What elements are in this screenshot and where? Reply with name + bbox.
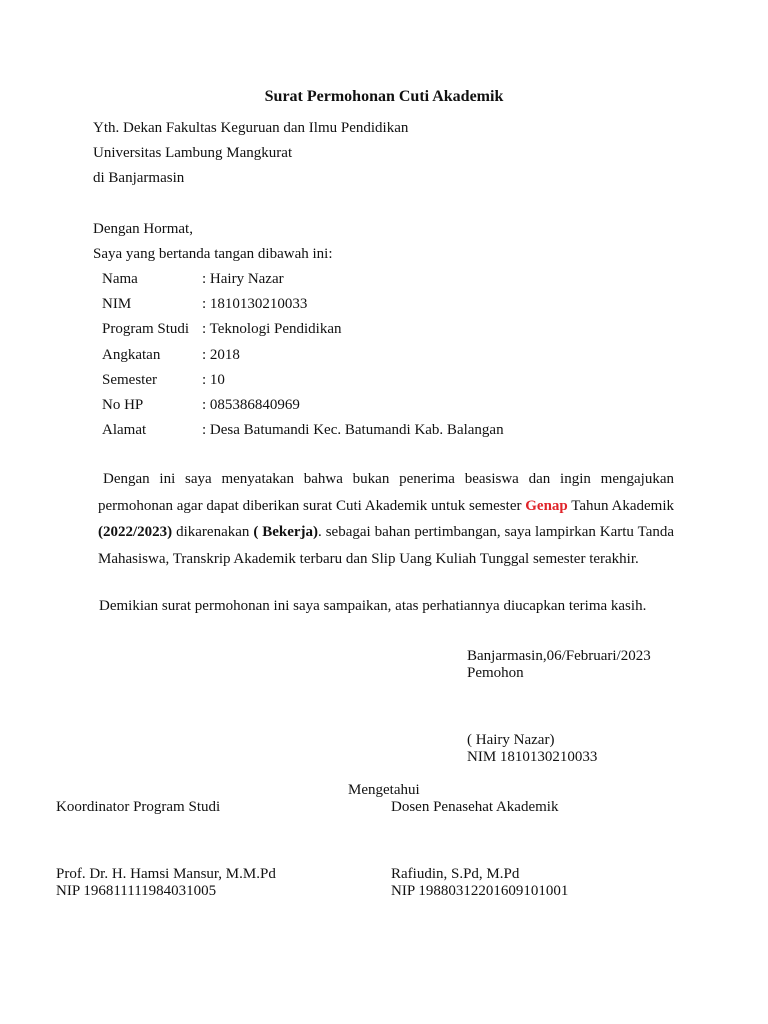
identity-value: : 1810130210033 xyxy=(202,296,308,312)
closing-statement: Demikian surat permohonan ini saya sampaikan, atas perhatiannya diucapkan terima kasih. xyxy=(99,598,647,614)
identity-row-phone xyxy=(102,396,300,414)
identity-row-semester xyxy=(102,371,225,389)
leave-reason: ( Bekerja) xyxy=(253,524,319,540)
recipient-line-3: di Banjarmasin xyxy=(93,170,185,186)
identity-value: : Hairy Nazar xyxy=(202,271,284,287)
semester-highlight: Genap xyxy=(525,497,568,514)
advisor-title: Dosen Penasehat Akademik xyxy=(391,799,559,815)
identity-label: Alamat xyxy=(102,422,147,438)
coordinator-nip: NIP 196811111984031005 xyxy=(56,883,217,899)
applicant-name: ( Hairy Nazar) xyxy=(467,732,555,748)
applicant-role: Pemohon xyxy=(467,665,524,681)
identity-row-program xyxy=(102,320,342,338)
identity-label: Program Studi xyxy=(102,321,190,337)
identity-row-nim xyxy=(102,295,307,313)
body-text: Tahun Akademik xyxy=(567,497,674,514)
identity-value: : 085386840969 xyxy=(202,397,300,413)
identity-label: Nama xyxy=(102,271,138,287)
recipient-line-2: Universitas Lambung Mangkurat xyxy=(93,145,293,161)
acknowledgement-heading: Mengetahui xyxy=(348,782,420,798)
document-title: Surat Permohonan Cuti Akademik xyxy=(264,88,504,105)
identity-row-address xyxy=(102,421,504,439)
identity-label: Semester xyxy=(102,372,157,388)
body-text: dikarenakan xyxy=(172,524,254,540)
identity-value: : 10 xyxy=(202,372,225,388)
body-text: . sebagai bahan pertimbangan, saya lampirkan Kartu Tanda Mahasiswa, Transkrip Akademik terbaru dan Slip Uang Kuliah Tunggal semester terakhir. xyxy=(98,524,675,567)
identity-value: : Desa Batumandi Kec. Batumandi Kab. Balangan xyxy=(202,422,504,438)
body-paragraph xyxy=(98,466,674,572)
advisor-nip: NIP 19880312201609101001 xyxy=(391,883,569,899)
identity-value: : 2018 xyxy=(202,347,240,363)
identity-value: : Teknologi Pendidikan xyxy=(202,321,342,337)
identity-row-angkatan xyxy=(102,346,240,364)
identity-row-name xyxy=(102,270,284,288)
academic-year: (2022/2023) xyxy=(98,524,173,540)
place-date: Banjarmasin,06/Februari/2023 xyxy=(467,648,651,664)
greeting: Dengan Hormat, xyxy=(93,221,193,237)
intro-text: Saya yang bertanda tangan dibawah ini: xyxy=(93,246,333,262)
advisor-name: Rafiudin, S.Pd, M.Pd xyxy=(391,866,520,882)
identity-label: Angkatan xyxy=(102,347,161,363)
identity-label: No HP xyxy=(102,397,144,413)
applicant-nim: NIM 1810130210033 xyxy=(467,749,598,765)
coordinator-title: Koordinator Program Studi xyxy=(56,799,221,815)
coordinator-name: Prof. Dr. H. Hamsi Mansur, M.M.Pd xyxy=(56,866,276,882)
recipient-line-1: Yth. Dekan Fakultas Keguruan dan Ilmu Pendidikan xyxy=(93,120,409,136)
body-text: Dengan ini saya menyatakan bahwa bukan penerima beasiswa dan ingin mengajukan permohonan agar dapat diberikan surat Cuti Akademik untuk semester xyxy=(98,471,674,514)
identity-label: NIM xyxy=(102,296,132,312)
